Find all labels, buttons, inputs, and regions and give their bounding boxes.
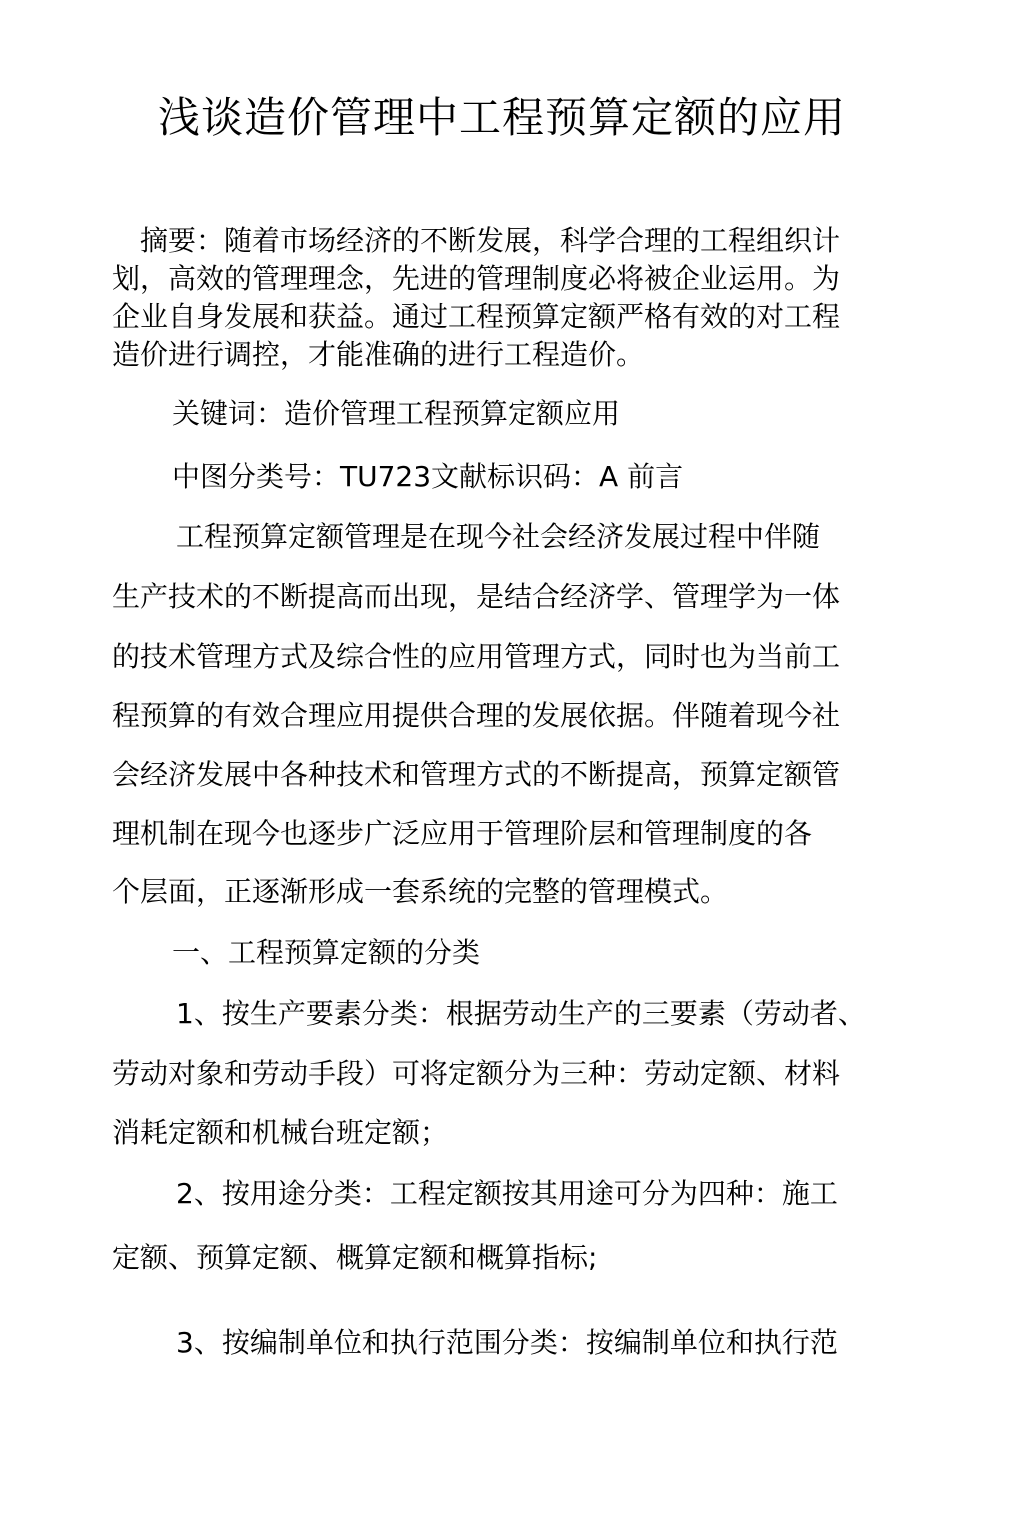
keywords: 关键词：造价管理工程预算定额应用 <box>172 397 621 430</box>
intro-line: 理机制在现今也逐步广泛应用于管理阶层和管理制度的各 <box>112 817 813 850</box>
list-item-line: 消耗定额和机械台班定额； <box>112 1116 449 1149</box>
intro-line: 程预算的有效合理应用提供合理的发展依据。伴随着现今社 <box>112 699 841 732</box>
abstract-line: 摘要：随着市场经济的不断发展，科学合理的工程组织计 <box>112 224 841 257</box>
abstract-line: 划，高效的管理理念，先进的管理制度必将被企业运用。为 <box>112 262 841 295</box>
classification: 中图分类号：TU723文献标识码：A 前言 <box>172 460 684 493</box>
list-item-line: 1、按生产要素分类：根据劳动生产的三要素（劳动者、 <box>176 997 866 1030</box>
intro-line: 生产技术的不断提高而出现，是结合经济学、管理学为一体 <box>112 580 841 613</box>
list-item-line: 定额、预算定额、概算定额和概算指标; <box>112 1241 598 1274</box>
abstract-line: 造价进行调控，才能准确的进行工程造价。 <box>112 338 645 371</box>
intro-line: 的技术管理方式及综合性的应用管理方式，同时也为当前工 <box>112 640 841 673</box>
page-title: 浅谈造价管理中工程预算定额的应用 <box>157 93 846 142</box>
section-heading: 一、工程预算定额的分类 <box>172 936 481 969</box>
list-item-line: 3、按编制单位和执行范围分类：按编制单位和执行范 <box>176 1326 838 1359</box>
intro-line: 会经济发展中各种技术和管理方式的不断提高，预算定额管 <box>112 758 841 791</box>
abstract-line: 企业自身发展和获益。通过工程预算定额严格有效的对工程 <box>112 300 841 333</box>
list-item-line: 2、按用途分类：工程定额按其用途可分为四种：施工 <box>176 1177 838 1210</box>
intro-line: 个层面，正逐渐形成一套系统的完整的管理模式。 <box>112 875 729 908</box>
list-item-line: 劳动对象和劳动手段）可将定额分为三种：劳动定额、材料 <box>112 1057 841 1090</box>
abstract <box>112 222 872 374</box>
intro-line: 工程预算定额管理是在现今社会经济发展过程中伴随 <box>176 520 821 553</box>
